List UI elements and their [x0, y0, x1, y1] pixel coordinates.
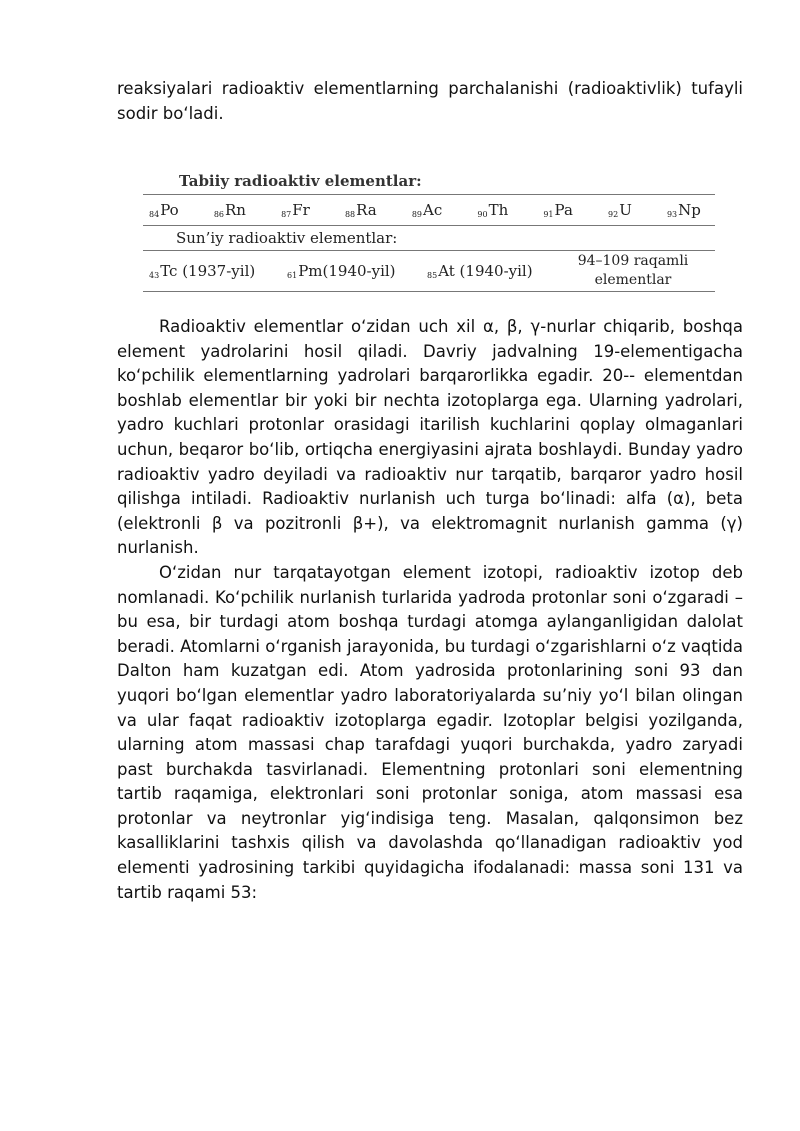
paragraph: Radioaktiv elementlar o‘zidan uch xil α, β, γ-nurlar chiqarib, boshqa element yadrolarini hosil qiladi. Davriy jadvalning 19-elementigacha ko‘pchilik elementlarning yadrolari barqarorlikka egadir. 20-- elementdan boshlab elementlar bir yoki bir nechta izotoplarga ega. Ularning yadrolari, yadro kuchlari protonlar orasidagi itarilish kuchlarini qoplay olmaganlari uchun, beqaror bo‘lib, ortiqcha energiyasini ajrata boshlaydi. Bunday yadro radioaktiv yadro deyiladi va radioaktiv nur tarqatib, barqaror yadro hosil qilishga intiladi. Radioaktiv nurlanish uch turga bo‘linadi: alfa (α), beta (elektronli β va pozitronli β+), va elektromagnit nurlanish gamma (γ) nurlanish. [117, 317, 743, 558]
body-text [117, 315, 743, 905]
element-cell: $_{86}$Rn [213, 201, 246, 219]
range-note-line: 94–109 raqamli [577, 253, 689, 269]
paragraph: O‘zidan nur tarqatayotgan element izotopi, radioaktiv izotop deb nomlanadi. Ko‘pchilik nurlanish turlarida yadroda protonlar soni o‘zgaradi – bu esa, bir turdagi atom boshqa turdagi atomga aylanganligidan dalolat beradi. Atomlarni o‘rganish jarayonida, bu turdagi o‘zgarishlarni o‘z vaqtida Dalton ham kuzatgan edi. Atom yadrosida protonlarining soni 93 dan yuqori bo‘lgan elementlar yadro laboratoriyalarda su’niy yo‘l bilan olingan va ular faqat radioaktiv izotoplarga egadir. Izotoplar belgisi yozilganda, ularning atom massasi chap tarafdagi yuqori burchakda, yadro zaryadi past burchakda tasvirlanadi. Elementning protonlari soni elementning tartib raqamiga, elektronlari soni protonlar soniga, atom massasi esa protonlar va neytronlar yig‘indisiga teng. Masalan, qalqonsimon bez kasalliklarini tashxis qilish va davolashda qo‘llanadigan radioaktiv yod elementi yadrosining tarkibi quyidagicha ifodalanadi: massa soni 131 va tartib raqami 53: [117, 562, 743, 902]
intro-text: reaksiyalari radioaktiv elementlarning parchalanishi (radioaktivlik) tufayli sodir bo‘ladi. [117, 79, 743, 123]
artificial-heading: Sun’iy radioaktiv elementlar: [176, 229, 398, 247]
element-cell: $_{84}$Po [149, 201, 179, 219]
artificial-elements-row [143, 251, 715, 291]
element-cell: $_{88}$Ra [344, 201, 377, 219]
table-rule [143, 291, 715, 292]
range-note-cell [563, 252, 703, 290]
range-note-line: elementlar [594, 272, 672, 288]
radioactive-elements-table [143, 168, 715, 292]
natural-heading: Tabiiy radioaktiv elementlar: [179, 172, 422, 190]
intro-paragraph [117, 77, 743, 126]
element-cell: $_{87}$Fr [281, 201, 310, 219]
natural-elements-row [143, 195, 715, 225]
element-cell: $_{89}$Ac [411, 201, 443, 219]
element-cell: $_{61}$Pm(1940-yil) [287, 262, 396, 280]
element-cell: $_{92}$U [608, 201, 632, 219]
element-cell: $_{85}$At (1940-yil) [427, 262, 533, 280]
element-cell: $_{93}$Np [666, 201, 701, 219]
element-cell: $_{91}$Pa [543, 201, 573, 219]
element-cell: $_{43}$Tc (1937-yil) [149, 262, 256, 280]
element-cell: $_{90}$Th [477, 201, 509, 219]
